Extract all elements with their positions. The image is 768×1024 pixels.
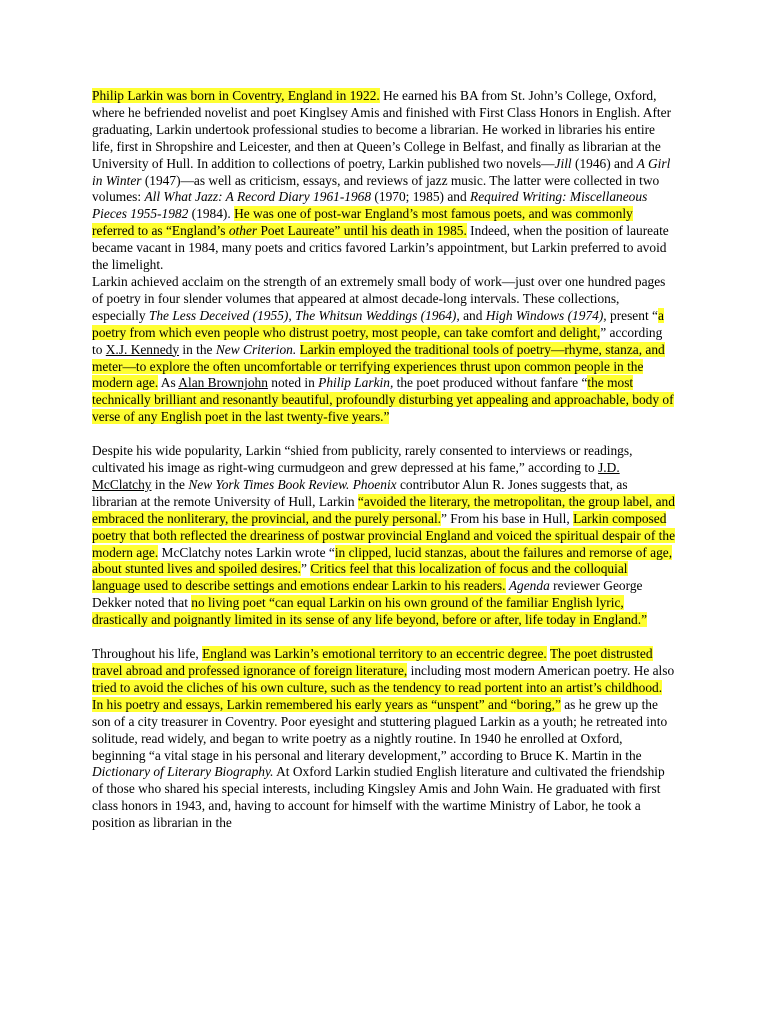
document-page: [92, 88, 676, 832]
text-run: the poet produced without fanfare “: [393, 375, 588, 391]
text-run: ” according to: [92, 324, 663, 357]
text-run: (1970; 1985) and: [371, 189, 471, 205]
text-run: The Less Deceived: [148, 307, 250, 323]
text-run: (1984).: [188, 206, 235, 222]
text-run: The Whitsun Weddings: [295, 307, 418, 323]
hyperlink-text[interactable]: X.J. Kennedy: [105, 341, 180, 357]
text-run: and: [463, 307, 486, 323]
text-run: New York Times Book Review.: [188, 476, 350, 492]
highlighted-text: The poet distrusted travel abroad and professed ignorance of foreign literature,: [92, 646, 653, 678]
text-run: He earned his BA from St. John’s College, Oxford, where he befriended novelist and poet Kinglsey Amis and finished with First Class Honors in English. After graduating, Larkin undertook professional studies to become a librarian. He worked in libraries his entire life, first in Shropshire and Leicester, and then at Queen’s College in Belfast, and finally as librarian at the University of Hull. In addition to collections of poetry, Larkin published two novels—: [92, 88, 672, 171]
text-run: (1955),: [249, 307, 296, 323]
highlighted-text: a poetry from which even people who distrust poetry, most people, can take comfort and delight,: [92, 307, 664, 340]
text-run: McClatchy notes Larkin wrote “: [158, 544, 335, 560]
hyperlink-text[interactable]: J.D. McClatchy: [92, 460, 620, 492]
paragraph-4: [92, 646, 676, 832]
highlighted-text: Philip Larkin was born in Coventry, England in 1922.: [92, 88, 380, 103]
text-run: New Criterion.: [215, 341, 297, 357]
text-run: (1964),: [417, 307, 464, 323]
hyperlink-text[interactable]: Alan Brownjohn: [178, 375, 268, 391]
text-run: reviewer George Dekker noted that: [92, 578, 643, 611]
text-run: in the: [151, 476, 189, 492]
text-run: including most modern American poetry. He also: [407, 663, 675, 678]
text-run: (1947)—as well as criticism, essays, and reviews of jazz music. The latter were collected in two volumes:: [92, 172, 660, 205]
text-run: contributor Alun R. Jones suggests that, as librarian at the remote University of Hull, Larkin: [92, 476, 628, 509]
text-run: ”: [301, 561, 311, 577]
highlighted-text: the most technically brilliant and resonantly beautiful, profoundly disturbing yet appealing and approachable, body of verse of any English poet in the last twenty-five years.”: [92, 375, 674, 425]
highlighted-text: “avoided the literary, the metropolitan, the group label, and embraced the nonliterary, the provincial, and the purely personal.: [92, 493, 675, 526]
text-run: All What Jazz: A Record Diary 1961-1968: [144, 189, 372, 205]
paragraph-2: [92, 274, 676, 426]
highlighted-text: In his poetry and essays, Larkin remembered his early years as “unspent” and “boring,”: [92, 696, 561, 712]
text-run: Agenda: [508, 578, 550, 594]
text-run: Required Writing: Miscellaneous Pieces 1955-1982: [92, 189, 648, 222]
text-run: noted in: [267, 375, 319, 391]
highlighted-text: England was Larkin’s emotional territory to an eccentric degree.: [202, 646, 547, 662]
text-run: (1946) and: [571, 155, 637, 171]
highlighted-text: He was one of post-war England’s most famous poets, and was commonly referred to as “England’s: [92, 206, 633, 239]
text-run: as he grew up the son of a city treasurer in Coventry. Poor eyesight and stuttering plagued Larkin as a youth; he retreated into solitude, read widely, and began to write poetry as a nightly routine. In 1940 he enrolled at Oxford, beginning “a vital stage in his personal and literary development,” according to Bruce K. Martin in the: [92, 696, 668, 763]
text-run: As: [158, 375, 179, 391]
text-run: Despite his wide popularity, Larkin “shied from publicity, rarely consented to interviews or readings, cultivated his image as right-wing curmudgeon and grew depressed at his fame,” according to: [92, 443, 633, 476]
text-run: Throughout his life,: [92, 646, 203, 662]
paragraph-3: [92, 443, 676, 629]
text-run: Jill: [554, 155, 572, 171]
text-run: High Windows: [485, 307, 565, 323]
highlighted-text: Larkin employed the traditional tools of poetry—rhyme, stanza, and meter—to explore the often uncomfortable or terrifying experiences thrust upon common people in the modern age.: [92, 341, 665, 391]
highlighted-text: Larkin composed poetry that both reflected the dreariness of postwar provincial England and voiced the spiritual despair of the modern age.: [92, 510, 676, 560]
paragraph-1: [92, 88, 676, 274]
text-run: Larkin achieved acclaim on the strength of an extremely small body of work—just over one hundred pages of poetry in four slender volumes that appeared at almost decade-long intervals. These collections, especially: [92, 273, 666, 323]
highlighted-text: in clipped, lucid stanzas, about the failures and remorse of age, about stunted lives and spoiled desires.: [92, 544, 673, 577]
text-run: Indeed, when the position of laureate became vacant in 1984, many poets and critics favored Larkin’s appointment, but Larkin preferred to avoid the limelight.: [92, 223, 669, 273]
text-run: Phoenix: [352, 476, 397, 492]
text-run: Philip Larkin,: [318, 375, 394, 391]
text-run: ” From his base in Hull,: [441, 510, 574, 526]
paragraph-spacer: [92, 629, 676, 646]
highlighted-text: Poet Laureate” until his death in 1985.: [257, 223, 467, 239]
text-run: (1974),: [564, 307, 610, 323]
highlighted-text: other: [228, 223, 258, 239]
paragraph-spacer: [92, 426, 676, 443]
highlighted-text: no living poet “can equal Larkin on his own ground of the familiar English lyric, drastically and poignantly limited in its sense of any life beyond, before or after, life today in England.”: [92, 595, 648, 628]
highlighted-text: tried to avoid the cliches of his own culture, such as the tendency to read portent into an artist’s childhood.: [92, 679, 663, 695]
text-run: present “: [610, 307, 658, 323]
text-run: A Girl in Winter: [92, 155, 671, 188]
highlighted-text: Critics feel that this localization of focus and the colloquial language used to describe settings and emotions endear Larkin to his readers.: [92, 561, 628, 594]
text-run: in the: [179, 341, 216, 357]
text-run: Dictionary of Literary Biography.: [92, 764, 274, 780]
text-run: At Oxford Larkin studied English literature and cultivated the friendship of those who shared his special interests, including Kingsley Amis and John Wain. He graduated with first class honors in 1943, and, having to account for himself with the wartime Ministry of Labor, he took a position as librarian in the: [92, 764, 665, 831]
